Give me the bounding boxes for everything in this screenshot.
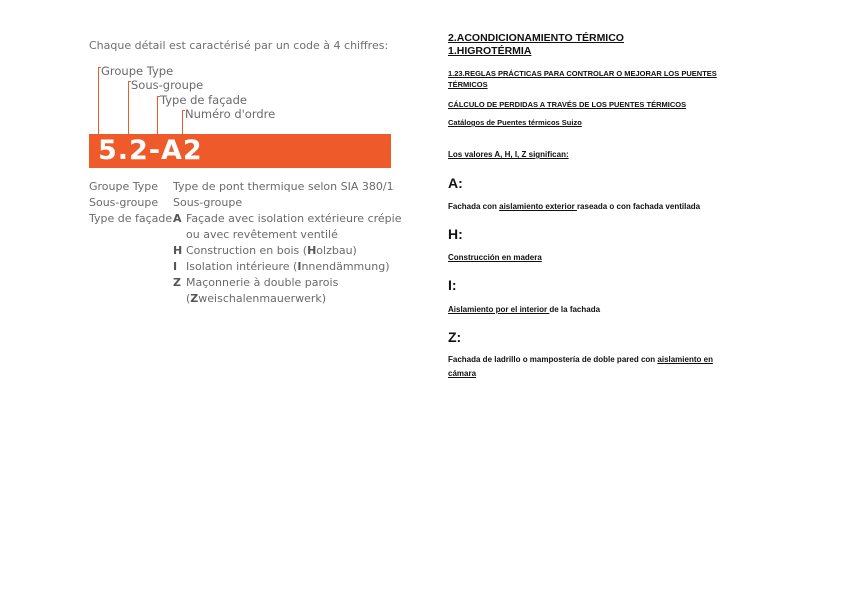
text-i-post: de la fachada — [549, 305, 601, 314]
text-i-underlined: Aislamiento por el interior — [448, 305, 550, 314]
subtitle-catalogos: Catálogos de Puentes térmicos Suizo — [448, 118, 582, 127]
legend-z-pre: ( — [186, 292, 191, 305]
leader-sous-groupe — [128, 81, 129, 134]
legend-letter-i: I — [173, 260, 178, 273]
text-z-underlined: aislamiento en — [657, 355, 713, 364]
text-z-pre: Fachada de ladrillo o mampostería de doble pared con — [448, 355, 658, 364]
code-bar: 5.2-A2 — [89, 134, 391, 168]
legend-i-pre: Isolation intérieure ( — [186, 260, 298, 273]
text-h: Construcción en madera — [448, 253, 542, 262]
values-intro: Los valores A, H, I, Z significan: — [448, 150, 569, 159]
legend-z-line2 — [186, 292, 326, 305]
legend-h-pre: Construction en bois ( — [186, 244, 308, 257]
title-higrotermia: 1.HIGROTÉRMIA — [448, 45, 532, 57]
text-z — [448, 355, 713, 364]
code-diagram-panel — [0, 0, 420, 599]
label-groupe-type: Groupe Type — [101, 64, 174, 78]
text-z-cont: cámara — [448, 369, 477, 378]
legend-z-post: weischalenmauerwerk) — [198, 292, 327, 305]
legend-h-post: olzbau) — [316, 244, 357, 257]
leader-type-facade — [157, 96, 158, 134]
legend-letter-z: Z — [173, 276, 181, 289]
heading-a: A: — [448, 175, 463, 191]
text-i — [448, 305, 600, 314]
title-acondicionamiento: 2.ACONDICIONAMIENTO TÉRMICO — [448, 32, 624, 44]
legend-i-post: nnendämmung) — [301, 260, 390, 273]
subtitle-reglas-cont: TÉRMICOS — [448, 80, 488, 89]
legend-a-line1: Façade avec isolation extérieure crépie — [186, 212, 402, 225]
legend-h-text — [186, 244, 357, 257]
leader-groupe-type — [98, 67, 99, 134]
legend-key: Groupe Type — [89, 180, 159, 193]
text-a-pre: Fachada con — [448, 202, 500, 211]
legend-value: Type de pont thermique selon SIA 380/1 — [173, 180, 394, 193]
heading-z: Z: — [448, 329, 462, 345]
legend-key: Type de façade — [89, 212, 173, 225]
text-a-underlined: aislamiento exterior — [499, 202, 577, 211]
legend-i-text — [186, 260, 390, 273]
subtitle-reglas: 1.23.REGLAS PRÁCTICAS PARA CONTROLAR O MEJORAR LOS PUENTES — [448, 69, 717, 78]
text-a-post: raseada o con fachada ventilada — [576, 202, 701, 211]
text-a — [448, 202, 700, 211]
legend-h-bold: H — [307, 244, 317, 257]
heading-i: I: — [448, 277, 457, 293]
heading-h: H: — [448, 226, 463, 242]
legend-z-line1: Maçonnerie à double parois — [186, 276, 339, 289]
legend-value: Sous-groupe — [173, 196, 243, 209]
label-numero-ordre: Numéro d'ordre — [185, 107, 276, 121]
legend-letter-h: H — [173, 244, 183, 257]
leader-numero-ordre — [182, 110, 183, 134]
legend-i-bold: I — [297, 260, 302, 273]
legend-key: Sous-groupe — [89, 196, 159, 209]
intro-text: Chaque détail est caractérisé par un code à 4 chiffres: — [89, 39, 389, 52]
label-type-facade: Type de façade — [160, 93, 247, 107]
legend-z-bold: Z — [190, 292, 199, 305]
legend-letter-a: A — [173, 212, 182, 225]
legend-a-line2: ou avec revêtement ventilé — [186, 228, 338, 241]
subtitle-calculo: CÁLCULO DE PERDIDAS A TRAVÉS DE LOS PUENTES TÉRMICOS — [448, 100, 687, 109]
label-sous-groupe: Sous-groupe — [131, 78, 204, 92]
